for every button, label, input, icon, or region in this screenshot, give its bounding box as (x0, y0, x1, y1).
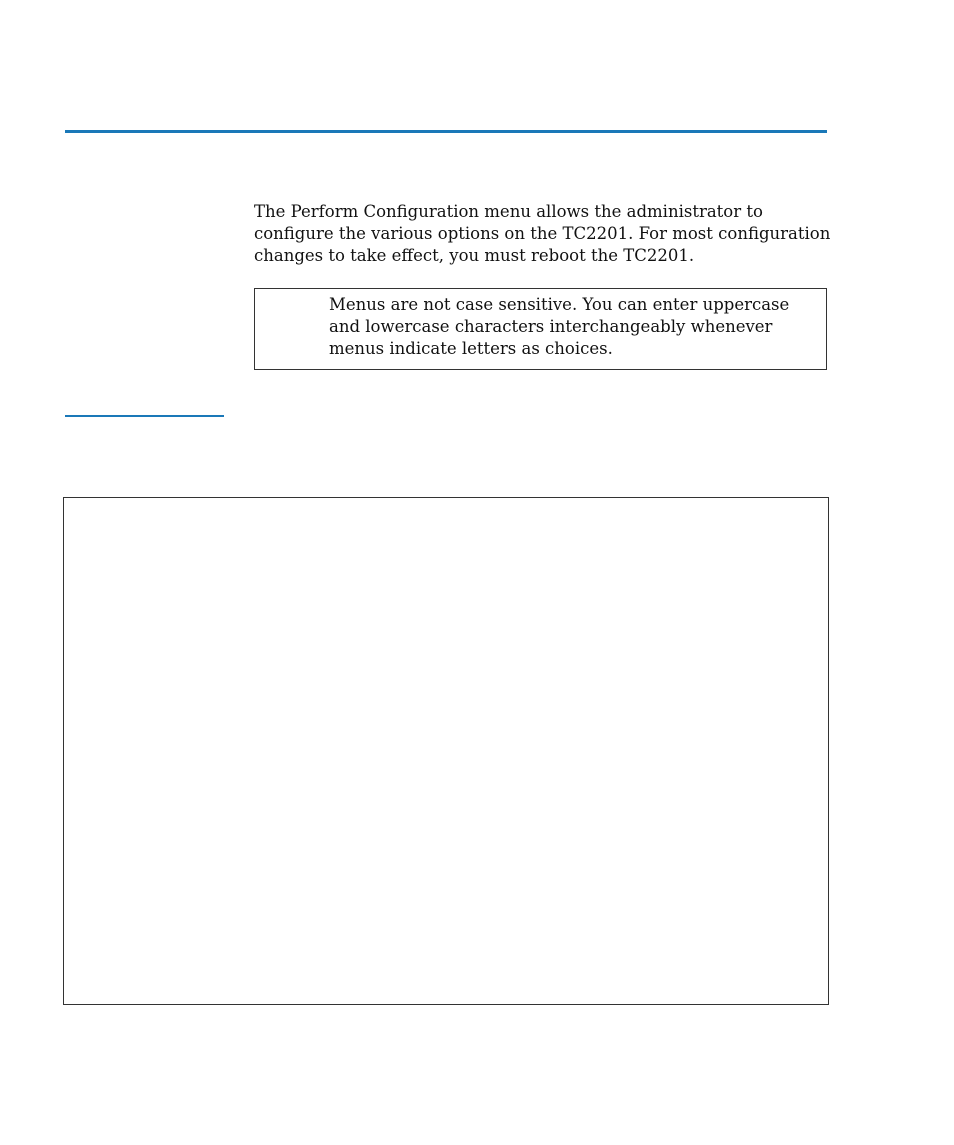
menu-screen-figure (63, 497, 829, 1005)
header-rule (65, 130, 827, 133)
intro-paragraph: The Perform Configuration menu allows the administrator to configure the various options on the TC2201. For most configuration changes to take effect, you must reboot the TC2201. (254, 202, 831, 265)
note-box (254, 288, 827, 370)
section-heading-rule (65, 415, 224, 417)
note-text: Menus are not case sensitive. You can enter uppercase and lowercase characters interchangeably whenever menus indicate letters as choices. (329, 295, 790, 358)
